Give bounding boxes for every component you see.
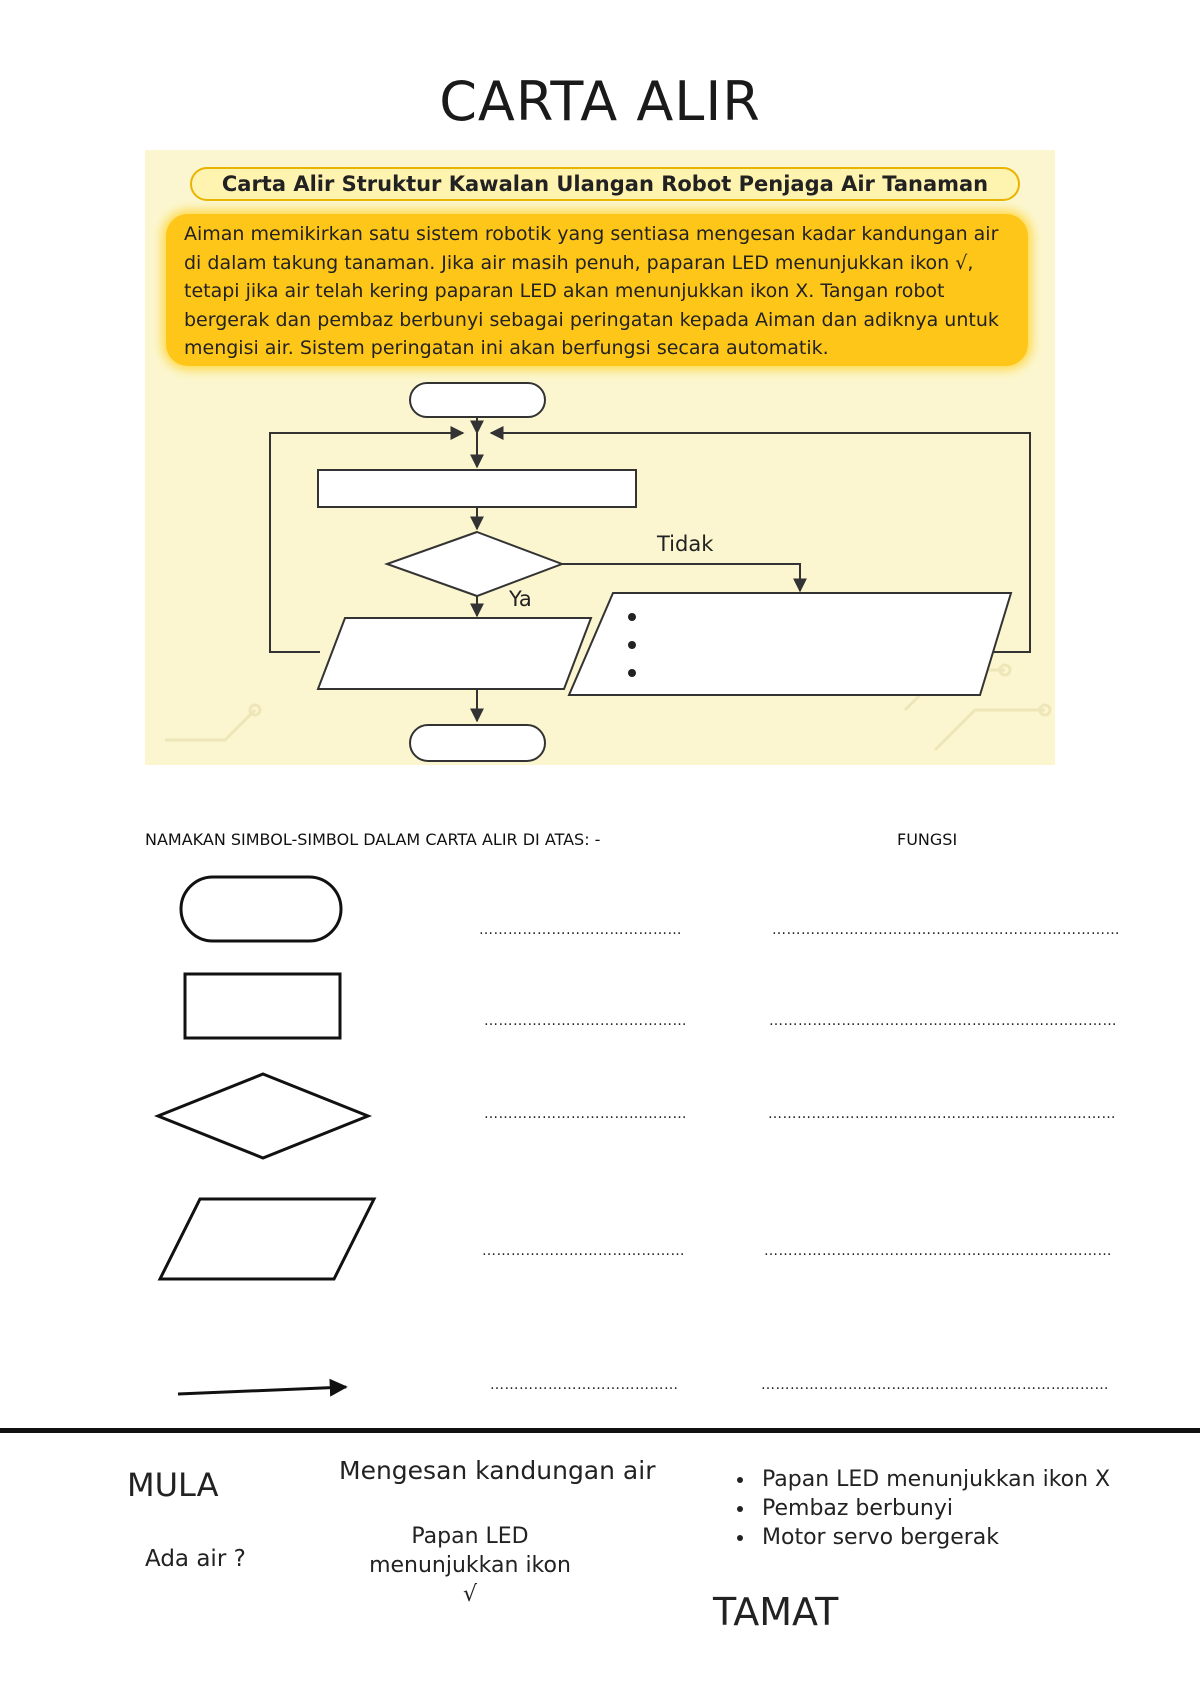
symbol-column: [140, 865, 380, 1405]
symbol-decision-diamond: [158, 1074, 368, 1158]
answer-papan-led-line1: Papan LED: [411, 1524, 529, 1549]
name-blank-2[interactable]: ……………………………………: [484, 1013, 687, 1029]
answer-bullet-item: • Papan LED menunjukkan ikon X: [756, 1465, 1110, 1494]
function-blank-1[interactable]: ………………………………………………………………: [772, 922, 1120, 938]
name-blank-5[interactable]: …………………………………: [490, 1377, 679, 1393]
answer-papan-led[interactable]: [360, 1522, 580, 1609]
name-blank-4[interactable]: ……………………………………: [482, 1243, 685, 1259]
function-blank-4[interactable]: ………………………………………………………………: [764, 1243, 1112, 1259]
flow-process-box: [318, 470, 636, 507]
answer-bullet-list[interactable]: [720, 1465, 1110, 1552]
answer-ada-air[interactable]: Ada air ?: [145, 1546, 246, 1572]
answer-bullet-item: • Motor servo bergerak: [756, 1523, 1110, 1552]
section-divider: [0, 1428, 1200, 1433]
flow-start-terminal: [410, 383, 545, 417]
answer-mula[interactable]: MULA: [127, 1466, 219, 1504]
question-instruction: NAMAKAN SIMBOL-SIMBOL DALAM CARTA ALIR DI ATAS: -: [145, 830, 601, 849]
symbol-flow-arrow: [178, 1387, 346, 1394]
symbol-process-rectangle: [185, 974, 340, 1038]
panel-description: Aiman memikirkan satu sistem robotik yang sentiasa mengesan kadar kandungan air di dalam takung tanaman. Jika air masih penuh, paparan LED menunjukkan ikon √, tetapi jika air telah kering paparan LED akan menunjukkan ikon X. Tangan robot bergerak dan pembaz berbunyi sebagai peringatan kepada Aiman dan adiknya untuk mengisi air. Sistem peringatan ini akan berfungsi secara automatik.: [166, 214, 1028, 366]
symbol-input-output-parallelogram: [160, 1199, 374, 1279]
function-blank-2[interactable]: ………………………………………………………………: [769, 1013, 1117, 1029]
answer-tamat[interactable]: TAMAT: [713, 1590, 839, 1634]
label-ya: Ya: [509, 587, 532, 611]
name-blank-3[interactable]: ……………………………………: [484, 1106, 687, 1122]
answer-papan-led-line2: menunjukkan ikon √: [369, 1553, 571, 1607]
function-header: FUNGSI: [897, 830, 958, 849]
label-tidak: Tidak: [657, 532, 714, 556]
name-blank-1[interactable]: ……………………………………: [479, 922, 682, 938]
panel-heading: Carta Alir Struktur Kawalan Ulangan Robot Penjaga Air Tanaman: [190, 167, 1020, 201]
page-title: CARTA ALIR: [439, 70, 761, 133]
flow-end-terminal: [410, 725, 545, 761]
flow-output-left: [318, 618, 591, 689]
answer-mengesan[interactable]: Mengesan kandungan air: [339, 1456, 656, 1485]
function-blank-5[interactable]: ………………………………………………………………: [761, 1377, 1109, 1393]
symbol-terminal-oval: [181, 877, 341, 941]
answer-bullet-item: • Pembaz berbunyi: [756, 1494, 1110, 1523]
function-blank-3[interactable]: ………………………………………………………………: [768, 1106, 1116, 1122]
